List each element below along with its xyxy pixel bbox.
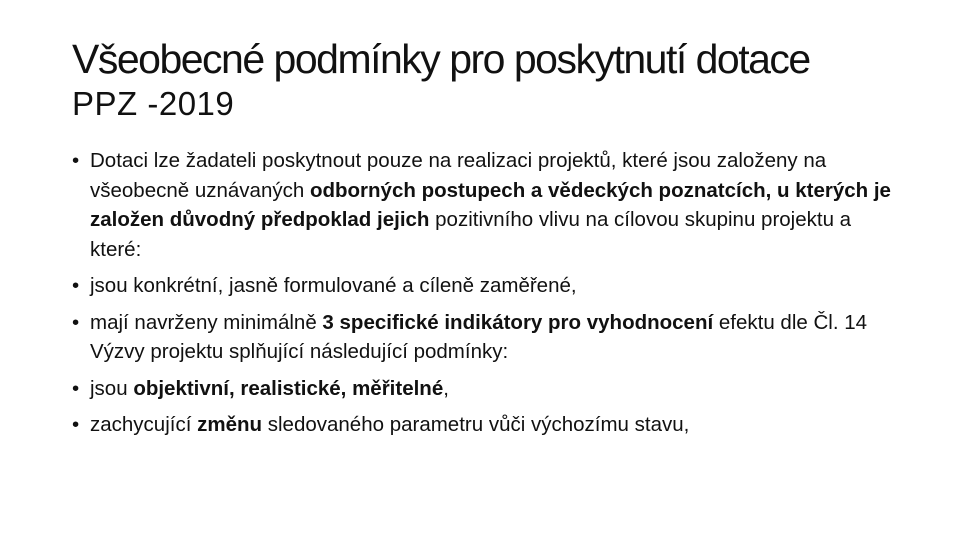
bullet-item — [72, 374, 902, 404]
bullet-marker: • — [72, 149, 80, 172]
slide-subtitle: PPZ -2019 — [72, 85, 235, 122]
bullet-text: pozitivního vlivu na cílovou skupinu projektu a které: — [90, 208, 852, 261]
bullet-text: sledovaného parametru vůči výchozímu stavu, — [262, 413, 690, 436]
bullet-text: jsou konkrétní, jasně formulované a cíleně zaměřené, — [90, 274, 577, 297]
bullet-item — [72, 271, 902, 301]
bullet-item — [72, 146, 902, 264]
bullet-text: zachycující — [90, 413, 198, 436]
bullet-marker: • — [72, 310, 80, 334]
bullet-text: Dotaci lze žadateli poskytnout pouze na realizaci projektů, které jsou založeny na všeobecně uznávaných — [90, 149, 827, 202]
bullet-marker: • — [72, 376, 80, 400]
bullet-text: , — [443, 376, 449, 400]
bullet-marker: • — [72, 413, 80, 436]
bullet-text-bold: změnu — [197, 413, 263, 436]
bullet-item — [72, 308, 902, 367]
bullet-list — [72, 146, 902, 447]
bullet-text: mají navrženy minimálně — [90, 310, 323, 334]
bullet-text-bold: 3 specifické indikátory pro vyhodnocení — [322, 310, 714, 334]
bullet-text-bold: objektivní, realistické, měřitelné — [133, 376, 444, 400]
bullet-text: efektu dle Čl. 14 Výzvy projektu splňující následující podmínky: — [90, 310, 868, 363]
bullet-item — [72, 410, 902, 440]
bullet-marker: • — [72, 274, 80, 297]
bullet-text: jsou — [90, 376, 134, 400]
slide-title: Všeobecné podmínky pro poskytnutí dotace — [72, 36, 810, 82]
bullet-text-bold: odborných postupech a vědeckých poznatcích, u kterých je založen důvodný předpoklad jejich — [90, 178, 891, 231]
